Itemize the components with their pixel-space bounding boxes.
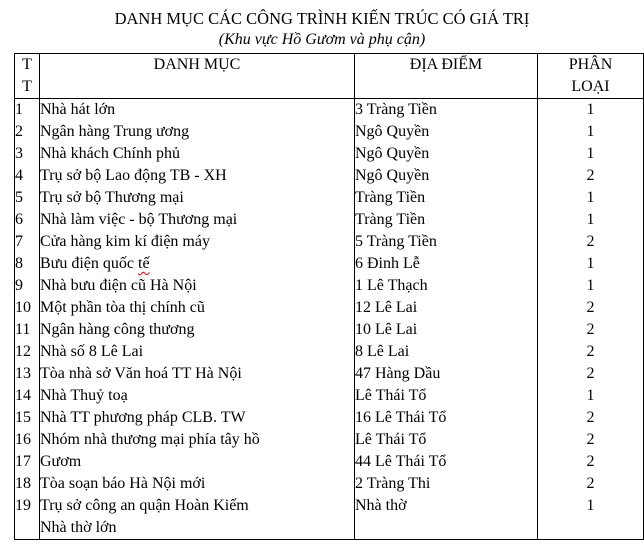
row-number: 11 — [15, 319, 40, 341]
item-name — [40, 495, 355, 540]
row-number: 16 — [15, 429, 40, 451]
item-location: Ngô Quyền — [355, 143, 538, 165]
item-name: Nhóm nhà thương mại phía tây hồ — [40, 429, 355, 451]
row-number: 5 — [15, 187, 40, 209]
item-name: Gươm — [40, 451, 355, 473]
item-location: 16 Lê Thái Tổ — [355, 407, 538, 429]
item-location: 8 Lê Lai — [355, 341, 538, 363]
header-type-line1: PHÂN — [568, 56, 613, 73]
table-row — [15, 143, 644, 165]
item-classification: 2 — [538, 473, 644, 495]
table-row — [15, 407, 644, 429]
item-location: Ngô Quyền — [355, 121, 538, 143]
row-number: 17 — [15, 451, 40, 473]
item-location: 12 Lê Lai — [355, 297, 538, 319]
item-classification: 1 — [538, 253, 644, 275]
item-classification: 1 — [538, 385, 644, 407]
table-row — [15, 341, 644, 363]
table-row — [15, 495, 644, 540]
table-row — [15, 231, 644, 253]
row-number: 2 — [15, 121, 40, 143]
header-tt — [15, 54, 40, 99]
item-classification: 1 — [538, 99, 644, 122]
item-name: Tòa soạn báo Hà Nội mới — [40, 473, 355, 495]
table-row — [15, 473, 644, 495]
header-tt-line2: T — [22, 78, 32, 95]
item-classification: 2 — [538, 341, 644, 363]
item-classification: 2 — [538, 297, 644, 319]
table-row — [15, 209, 644, 231]
item-name: Nhà bưu điện cũ Hà Nội — [40, 275, 355, 297]
spellcheck-flagged-word: tế — [138, 255, 150, 272]
item-location: 47 Hàng Dầu — [355, 363, 538, 385]
item-classification: 2 — [538, 231, 644, 253]
row-number: 8 — [15, 253, 40, 275]
item-location: 3 Tràng Tiền — [355, 99, 538, 122]
table-header — [15, 54, 644, 99]
item-classification: 2 — [538, 165, 644, 187]
item-location: 10 Lê Lai — [355, 319, 538, 341]
item-classification: 1 — [538, 209, 644, 231]
row-number: 15 — [15, 407, 40, 429]
item-name: Nhà Thuỷ toạ — [40, 385, 355, 407]
item-name: Trụ sở bộ Lao động TB - XH — [40, 165, 355, 187]
table-row — [15, 253, 644, 275]
item-classification: 1 — [538, 121, 644, 143]
item-location: Tràng Tiền — [355, 209, 538, 231]
item-name: Nhà số 8 Lê Lai — [40, 341, 355, 363]
header-type — [538, 54, 644, 99]
item-location: 6 Đinh Lễ — [355, 253, 538, 275]
item-classification: 2 — [538, 429, 644, 451]
row-number: 6 — [15, 209, 40, 231]
row-number: 7 — [15, 231, 40, 253]
header-type-line2: LOẠI — [571, 78, 610, 95]
row-number: 14 — [15, 385, 40, 407]
table-row — [15, 297, 644, 319]
table-body — [15, 99, 644, 540]
item-classification: 1 — [538, 187, 644, 209]
row-number: 3 — [15, 143, 40, 165]
item-location: Ngô Quyền — [355, 165, 538, 187]
item-classification: 1 — [538, 143, 644, 165]
row-number: 18 — [15, 473, 40, 495]
row-number: 10 — [15, 297, 40, 319]
item-classification: 2 — [538, 407, 644, 429]
item-name: Trụ sở bộ Thương mại — [40, 187, 355, 209]
item-classification: 1 — [538, 495, 644, 540]
item-name-text: Bưu điện quốc — [40, 255, 138, 272]
item-location: Tràng Tiền — [355, 187, 538, 209]
document-subtitle: (Khu vực Hồ Gươm và phụ cận) — [218, 31, 426, 48]
item-classification: 2 — [538, 451, 644, 473]
table-row — [15, 99, 644, 122]
item-name: Ngân hàng Trung ương — [40, 121, 355, 143]
row-number: 13 — [15, 363, 40, 385]
header-tt-line1: T — [22, 56, 32, 73]
row-number: 4 — [15, 165, 40, 187]
heritage-catalog-table — [14, 53, 644, 540]
item-name: Một phần tòa thị chính cũ — [40, 297, 355, 319]
table-row — [15, 319, 644, 341]
item-classification: 1 — [538, 275, 644, 297]
item-location: 1 Lê Thạch — [355, 275, 538, 297]
item-name: Ngân hàng công thương — [40, 319, 355, 341]
row-number: 1 — [15, 99, 40, 122]
header-place: ĐỊA ĐIỂM — [355, 54, 538, 99]
row-number: 9 — [15, 275, 40, 297]
document-title: DANH MỤC CÁC CÔNG TRÌNH KIẾN TRÚC CÓ GIÁ TRỊ — [114, 9, 530, 28]
item-name: Tòa nhà sở Văn hoá TT Hà Nội — [40, 363, 355, 385]
table-row — [15, 165, 644, 187]
header-row — [15, 54, 644, 99]
item-location: 44 Lê Thái Tổ — [355, 451, 538, 473]
item-location: Nhà thờ — [355, 495, 538, 540]
table-row — [15, 385, 644, 407]
table-row — [15, 121, 644, 143]
item-name: Nhà hát lớn — [40, 99, 355, 122]
item-name — [40, 253, 355, 275]
row-number: 12 — [15, 341, 40, 363]
item-location: Lê Thái Tổ — [355, 429, 538, 451]
item-location: 2 Tràng Thi — [355, 473, 538, 495]
item-name-line1: Trụ sở công an quận Hoàn Kiếm — [40, 497, 249, 514]
table-row — [15, 275, 644, 297]
item-name: Nhà làm việc - bộ Thương mại — [40, 209, 355, 231]
item-name-line2: Nhà thờ lớn — [40, 519, 117, 536]
item-name: Nhà TT phương pháp CLB. TW — [40, 407, 355, 429]
item-classification: 2 — [538, 319, 644, 341]
item-location: Lê Thái Tổ — [355, 385, 538, 407]
table-row — [15, 451, 644, 473]
table-row — [15, 187, 644, 209]
header-name: DANH MỤC — [40, 54, 355, 99]
item-location: 5 Tràng Tiền — [355, 231, 538, 253]
table-row — [15, 363, 644, 385]
item-name: Cửa hàng kim kí điện máy — [40, 231, 355, 253]
row-number: 19 — [15, 495, 40, 540]
item-name: Nhà khách Chính phủ — [40, 143, 355, 165]
item-classification: 2 — [538, 363, 644, 385]
table-row — [15, 429, 644, 451]
